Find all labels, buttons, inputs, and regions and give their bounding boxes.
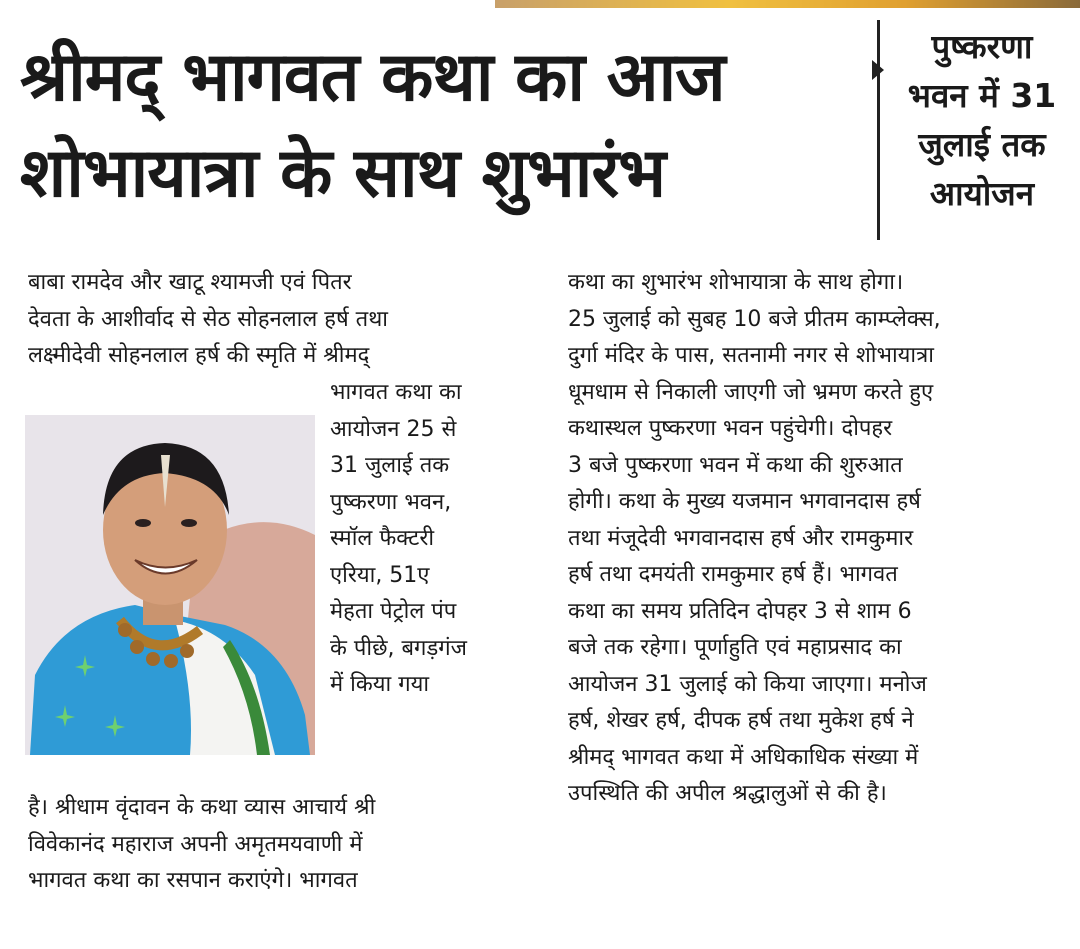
article-line: तथा मंजूदेवी भगवानदास हर्ष और रामकुमार (568, 525, 914, 551)
subhead-line: जुलाई तक (918, 125, 1046, 164)
article-line: धूमधाम से निकाली जाएगी जो भ्रमण करते हुए (568, 379, 934, 405)
article-line: मेहता पेट्रोल पंप (330, 599, 457, 624)
article-line: 31 जुलाई तक (330, 453, 450, 478)
subheadline (892, 22, 1072, 218)
article-line: देवता के आशीर्वाद से सेठ सोहनलाल हर्ष तथा (28, 306, 388, 332)
article-line: है। श्रीधाम वृंदावन के कथा व्यास आचार्य श्री (28, 795, 376, 820)
article-line: उपस्थिति की अपील श्रद्धालुओं से की है। (568, 781, 887, 806)
headline (20, 30, 870, 222)
article-right-column (568, 265, 1073, 813)
top-photo-strip (495, 0, 1080, 8)
article-line: बाबा रामदेव और खाटू श्यामजी एवं पितर (28, 270, 352, 295)
article-line: आयोजन 25 से (330, 416, 457, 442)
article-line: कथा का शुभारंभ शोभायात्रा के साथ होगा। (568, 270, 904, 295)
divider-arrow (872, 60, 884, 80)
article-left-column-wrap (330, 375, 540, 704)
article-line: भागवत कथा का (330, 380, 462, 405)
article-left-column-bottom (28, 790, 538, 900)
article-line: श्रीमद् भागवत कथा में अधिकाधिक संख्या में (568, 744, 919, 770)
subhead-line: पुष्करणा (931, 27, 1033, 66)
article-line: के पीछे, बगड़गंज (330, 635, 467, 661)
article-line: विवेकानंद महाराज अपनी अमृतमयवाणी में (28, 831, 363, 857)
article-line: भागवत कथा का रसपान कराएंगे। भागवत (28, 868, 358, 893)
article-left-column-top (28, 265, 533, 375)
article-line: हर्ष तथा दमयंती रामकुमार हर्ष हैं। भागवत (568, 562, 898, 587)
article-line: कथास्थल पुष्करणा भवन पहुंचेगी। दोपहर (568, 416, 893, 441)
article-line: एरिया, 51ए (330, 562, 430, 588)
article-line: लक्ष्मीदेवी सोहनलाल हर्ष की स्मृति में श्रीमद् (28, 343, 370, 368)
article-line: में किया गया (330, 672, 430, 697)
subhead-line: आयोजन (929, 174, 1035, 213)
article-line: 3 बजे पुष्करणा भवन में कथा की शुरुआत (568, 452, 903, 478)
article-line: 25 जुलाई को सुबह 10 बजे प्रीतम काम्प्लेक्स, (568, 306, 941, 332)
headline-line-2: शोभायात्रा के साथ शुभारंभ (20, 134, 666, 213)
subhead-line: भवन में 31 (907, 76, 1057, 115)
article-line: कथा का समय प्रतिदिन दोपहर 3 से शाम 6 (568, 598, 912, 624)
article-line: पुष्करणा भवन, (330, 489, 452, 515)
speaker-photo (25, 415, 315, 755)
headline-divider (877, 20, 880, 240)
headline-line-1: श्रीमद् भागवत कथा का आज (20, 38, 725, 117)
article-line: स्मॉल फैक्टरी (330, 526, 435, 551)
article-line: आयोजन 31 जुलाई को किया जाएगा। मनोज (568, 671, 927, 697)
article-line: दुर्गा मंदिर के पास, सतनामी नगर से शोभायात्रा (568, 343, 934, 368)
article-line: बजे तक रहेगा। पूर्णाहुति एवं महाप्रसाद का (568, 635, 902, 660)
article-line: हर्ष, शेखर हर्ष, दीपक हर्ष तथा मुकेश हर्ष ने (568, 708, 914, 733)
article-line: होगी। कथा के मुख्य यजमान भगवानदास हर्ष (568, 489, 921, 514)
